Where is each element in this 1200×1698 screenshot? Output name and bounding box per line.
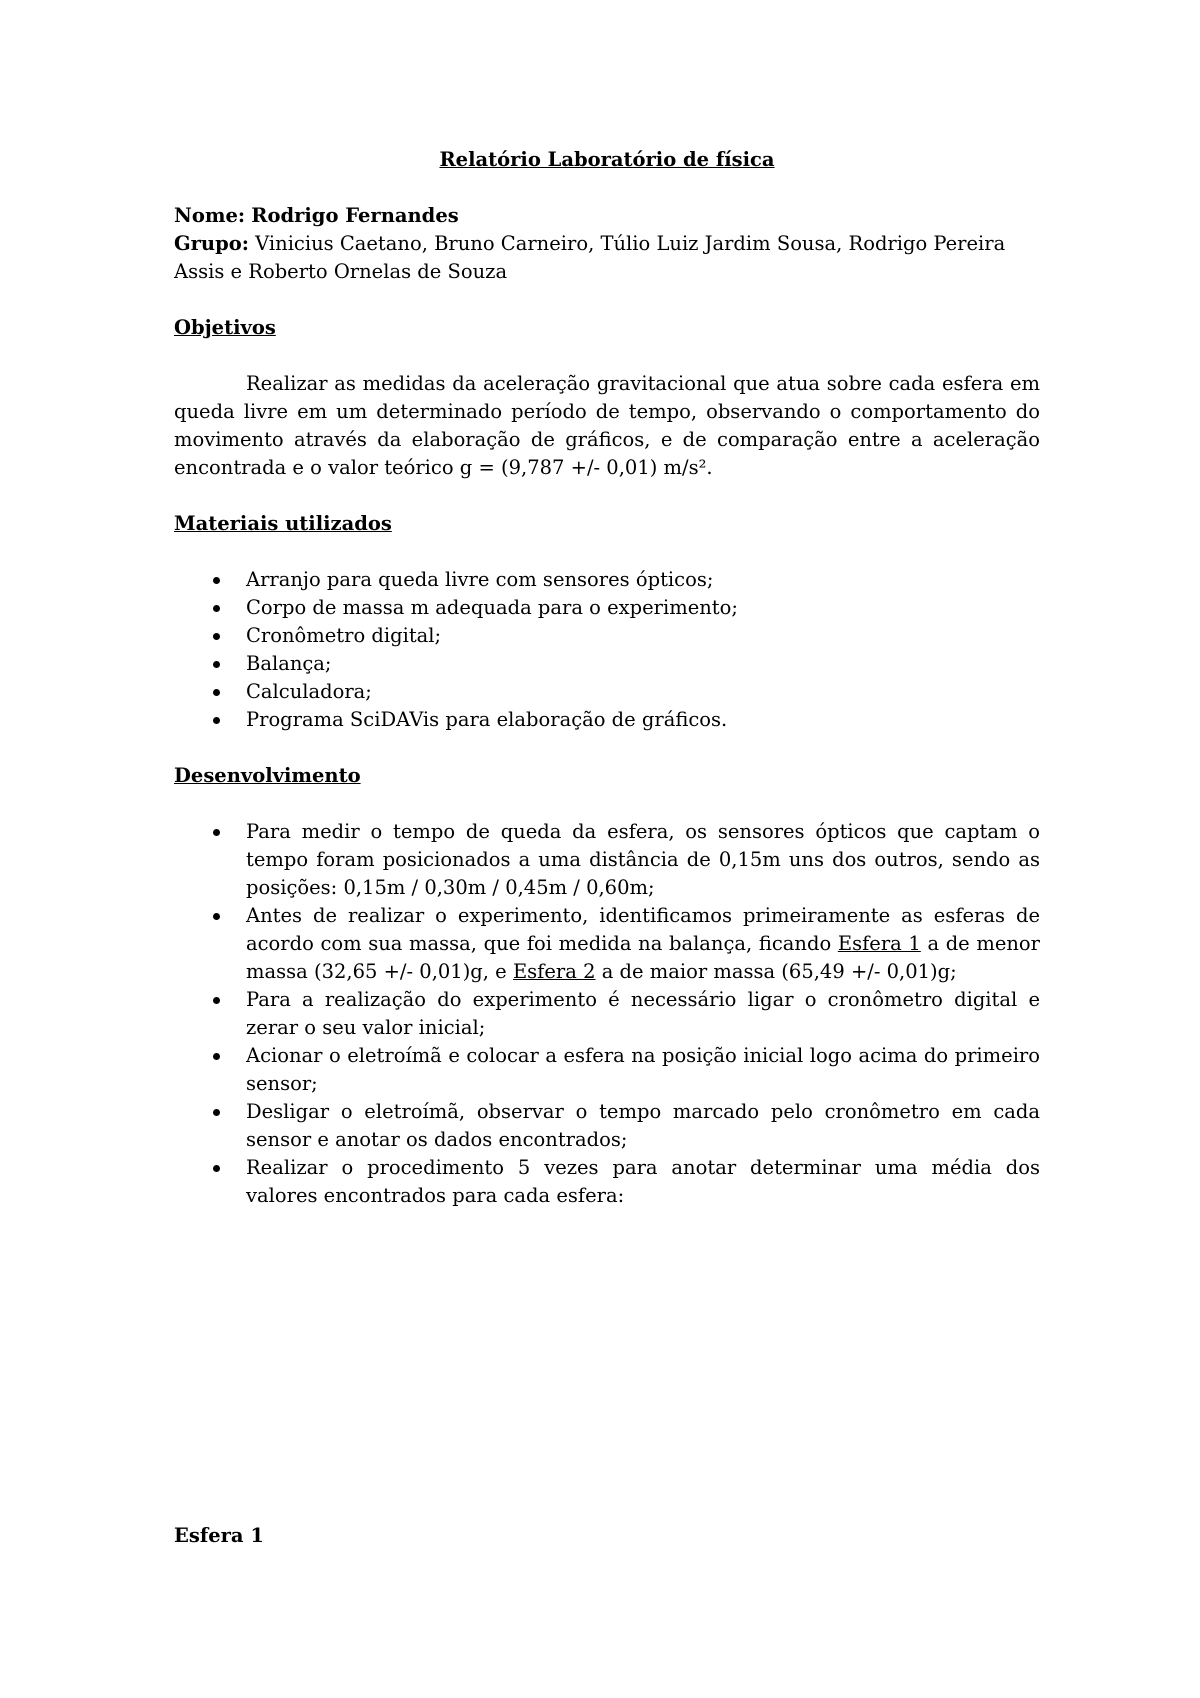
list-item bbox=[174, 1154, 1040, 1210]
list-item bbox=[174, 706, 1040, 734]
list-item-text: Para a realização do experimento é necessário ligar o cronômetro digital e zerar o seu valor inicial; bbox=[246, 988, 1040, 1039]
document-content bbox=[174, 146, 1040, 1210]
objetivos-paragraph: Realizar as medidas da aceleração gravitacional que atua sobre cada esfera em queda livre em um determinado período de tempo, observando o comportamento do movimento através da elaboração de gráficos, e de comparação entre a aceleração encontrada e o valor teórico g = (9,787 +/- 0,01) m/s². bbox=[174, 372, 1040, 479]
esfera2-reference: Esfera 2 bbox=[512, 960, 596, 983]
list-item-text: a de menor massa (32,65 +/- 0,01)g, e bbox=[246, 932, 1040, 983]
list-item-text: Programa SciDAVis para elaboração de gráficos. bbox=[246, 708, 728, 731]
list-item-text: Cronômetro digital; bbox=[246, 624, 442, 647]
list-item bbox=[174, 650, 1040, 678]
bullet-icon bbox=[213, 605, 220, 612]
list-item-text: Antes de realizar o experimento, identificamos primeiramente as esferas de acordo com sua massa, que foi medida na balança, ficando bbox=[246, 904, 1040, 955]
desenvolvimento-list bbox=[174, 818, 1040, 1210]
name-label: Nome: bbox=[174, 204, 246, 227]
list-item bbox=[174, 986, 1040, 1042]
list-item bbox=[174, 1098, 1040, 1154]
bullet-icon bbox=[213, 633, 220, 640]
desenvolvimento-heading: Desenvolvimento bbox=[174, 764, 361, 787]
materiais-list bbox=[174, 566, 1040, 734]
esfera1-reference: Esfera 1 bbox=[837, 932, 921, 955]
list-item-text: Calculadora; bbox=[246, 680, 372, 703]
objetivos-heading: Objetivos bbox=[174, 316, 276, 339]
bullet-icon bbox=[213, 717, 220, 724]
bullet-icon bbox=[213, 661, 220, 668]
group-value: Vinicius Caetano, Bruno Carneiro, Túlio Luiz Jardim Sousa, Rodrigo Pereira Assis e Roberto Ornelas de Souza bbox=[174, 232, 1006, 283]
list-item-text: Acionar o eletroímã e colocar a esfera na posição inicial logo acima do primeiro sensor; bbox=[246, 1044, 1040, 1095]
list-item bbox=[174, 566, 1040, 594]
esfera1-heading: Esfera 1 bbox=[174, 1524, 264, 1547]
document-title: Relatório Laboratório de física bbox=[439, 148, 775, 171]
bullet-icon bbox=[213, 1053, 220, 1060]
list-item bbox=[174, 622, 1040, 650]
bullet-icon bbox=[213, 577, 220, 584]
bullet-icon bbox=[213, 997, 220, 1004]
group-label: Grupo: bbox=[174, 232, 249, 255]
list-item-text: Desligar o eletroímã, observar o tempo marcado pelo cronômetro em cada sensor e anotar os dados encontrados; bbox=[246, 1100, 1040, 1151]
list-item-text: Arranjo para queda livre com sensores ópticos; bbox=[246, 568, 714, 591]
list-item bbox=[174, 678, 1040, 706]
bullet-icon bbox=[213, 829, 220, 836]
list-item bbox=[174, 902, 1040, 986]
bullet-icon bbox=[213, 689, 220, 696]
list-item-text: Balança; bbox=[246, 652, 332, 675]
materiais-heading: Materiais utilizados bbox=[174, 512, 392, 535]
list-item-text: Corpo de massa m adequada para o experimento; bbox=[246, 596, 738, 619]
list-item-text: Para medir o tempo de queda da esfera, os sensores ópticos que captam o tempo foram posicionados a uma distância de 0,15m uns dos outros, sendo as posições: 0,15m / 0,30m / 0,45m / 0,60m; bbox=[246, 820, 1040, 899]
bullet-icon bbox=[213, 913, 220, 920]
bullet-icon bbox=[213, 1165, 220, 1172]
list-item bbox=[174, 594, 1040, 622]
list-item-text: a de maior massa (65,49 +/- 0,01)g; bbox=[595, 960, 957, 983]
list-item-text: Realizar o procedimento 5 vezes para anotar determinar uma média dos valores encontrados para cada esfera: bbox=[246, 1156, 1040, 1207]
bullet-icon bbox=[213, 1109, 220, 1116]
list-item bbox=[174, 818, 1040, 902]
name-value: Rodrigo Fernandes bbox=[251, 204, 459, 227]
list-item bbox=[174, 1042, 1040, 1098]
name-line bbox=[174, 202, 1040, 230]
group-line bbox=[174, 230, 1040, 286]
